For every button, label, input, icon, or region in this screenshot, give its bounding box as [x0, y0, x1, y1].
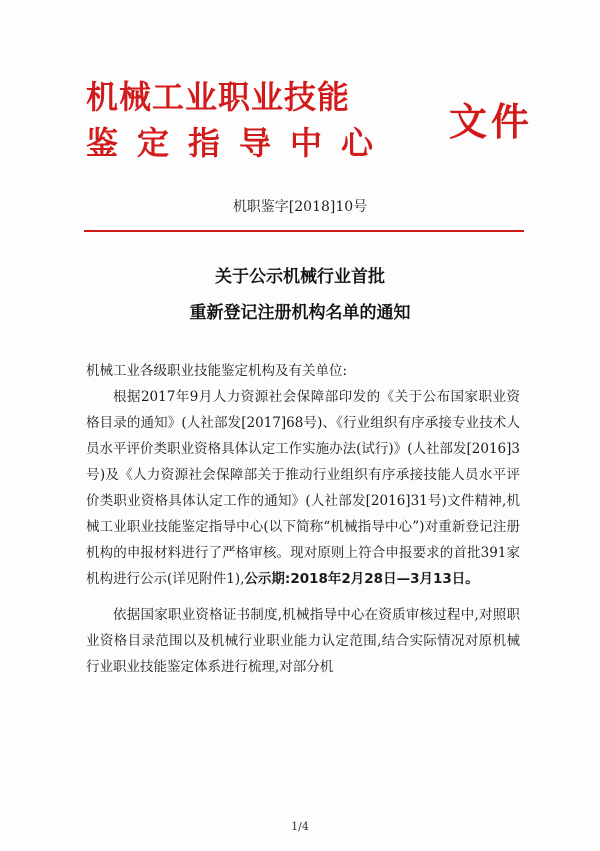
- page-number: 1/4: [291, 820, 309, 833]
- notice-body: [86, 358, 520, 680]
- salutation: 机械工业各级职业技能鉴定机构及有关单位:: [86, 363, 348, 379]
- paragraph-1-text: 根据2017年9月人力资源社会保障部印发的《关于公布国家职业资格目录的通知》(人社部发[2017]68号)、《行业组织有序承接专业技术人员水平评价类职业资格具体认定工作实施办法(试行)》(人社部发[2016]3号)及《人力资源社会保障部关于推动行业组织有序承接技能人员水平评价类职业资格具体认定工作的通知》(人社部发[2016]31号)文件精神,机械工业职业技能鉴定指导中心(以下简称“机械指导中心”)对重新登记注册机构的申报材料进行了严格审核。现对原则上符合申报要求的首批391家机构进行公示(详见附件1),: [86, 389, 520, 587]
- paragraph-2: 依据国家职业资格证书制度,机械指导中心在资质审核过程中,对照职业资格目录范围以及机械行业职业能力认定范围,结合实际情况对原机械行业职业技能鉴定体系进行梳理,对部分机: [86, 607, 520, 675]
- notice-title-line1: 关于公示机械行业首批: [215, 267, 385, 287]
- publicity-period: 公示期:2018年2月28日—3月13日。: [244, 571, 479, 587]
- document-header: [86, 74, 546, 174]
- red-divider-line: [84, 230, 524, 232]
- paragraph-1: [86, 384, 520, 592]
- document-number: 机职鉴字[2018]10号: [232, 199, 368, 215]
- issuer-name-line2: 鉴定指导中心: [86, 124, 393, 162]
- issuer-name-line1: 机械工业职业技能: [86, 78, 351, 116]
- notice-title-line2: 重新登记注册机构名单的通知: [189, 303, 411, 323]
- document-type-label: 文件: [449, 100, 534, 144]
